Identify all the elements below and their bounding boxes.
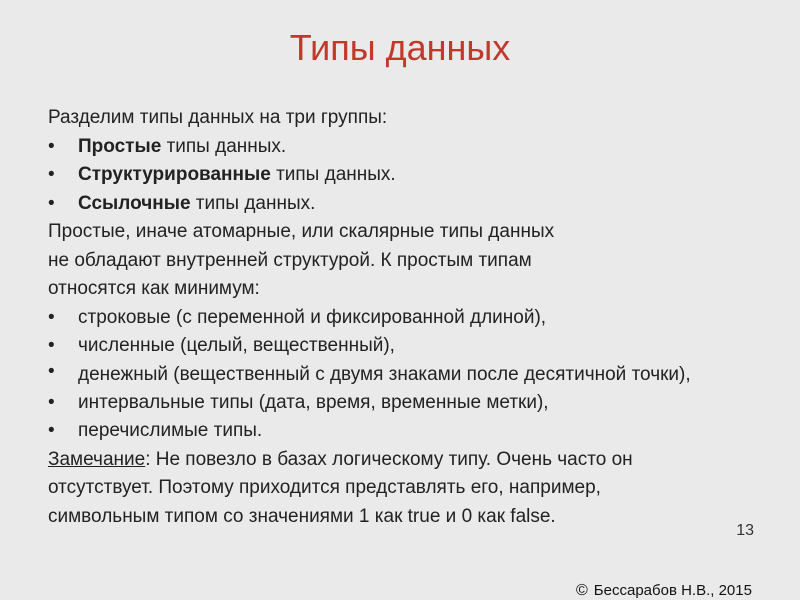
type-text: перечислимые типы. (78, 420, 263, 441)
bullet-icon: • (48, 391, 55, 413)
bullet-icon: • (48, 360, 55, 382)
paragraph-line: относятся как минимум: (48, 278, 260, 299)
bullet-icon: • (48, 192, 55, 214)
group-rest: типы данных. (270, 164, 396, 185)
type-text: интервальные типы (дата, время, временные метки), (78, 391, 549, 413)
group-name: Ссылочные (78, 192, 191, 214)
list-item (48, 133, 748, 162)
note-text: : Не повезло в базах логическому типу. Очень часто он (145, 448, 633, 470)
slide-body (48, 104, 748, 531)
bullet-icon: • (48, 164, 55, 185)
note-line: отсутствует. Поэтому приходится представлять его, например, (48, 477, 601, 498)
group-rest: типы данных. (161, 135, 287, 157)
group-name: Простые (78, 135, 162, 157)
paragraph-line: не обладают внутренней структурой. К простым типам (48, 249, 532, 271)
type-text: строковые (с переменной и фиксированной длиной), (78, 306, 547, 328)
paragraph-line: Простые, иначе атомарные, или скалярные типы данных (48, 221, 555, 242)
type-text: денежный (вещественный с двумя знаками после десятичной точки), (78, 363, 691, 385)
footer-author: Бессарабов Н.В., 2015 (593, 582, 752, 599)
bullet-icon: • (48, 335, 55, 356)
slide-title: Типы данных (289, 27, 511, 68)
intro-text: Разделим типы данных на три группы: (48, 107, 388, 128)
list-item (48, 389, 748, 418)
footer-copyright (576, 582, 752, 600)
bullet-icon: • (48, 306, 55, 328)
slide-number: 13 (736, 522, 754, 539)
bullet-icon: • (48, 135, 55, 157)
list-item (48, 361, 718, 389)
note-label: Замечание (48, 448, 146, 470)
note-line: символьным типом со значениями 1 как true и 0 как false. (48, 505, 556, 527)
group-name: Структурированные (78, 164, 271, 185)
list-item (48, 304, 748, 333)
type-text: численные (целый, вещественный), (78, 335, 395, 356)
list-item (48, 161, 748, 190)
bullet-icon: • (48, 420, 55, 441)
note-line (48, 446, 748, 475)
group-rest: типы данных. (190, 192, 316, 214)
list-item (48, 332, 748, 361)
copyright-icon: © (576, 582, 588, 599)
list-item (48, 417, 748, 446)
list-item (48, 190, 748, 219)
